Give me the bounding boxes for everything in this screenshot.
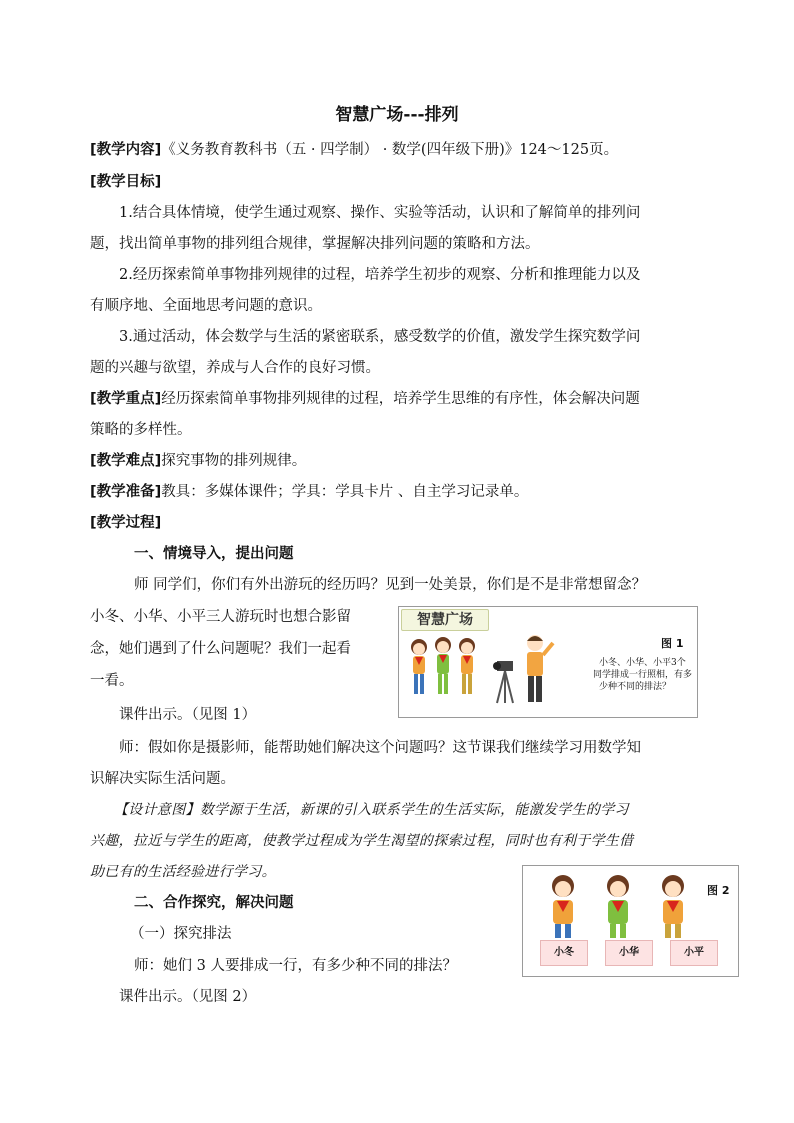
- paragraph-2-line-1: 小冬、小华、小平三人游玩时也想合影留: [90, 609, 351, 625]
- subsection-1: （一）探究排法: [130, 926, 232, 942]
- key-points-line-2: 策略的多样性。: [90, 422, 192, 438]
- figure-2-label: 图 2: [707, 884, 730, 897]
- figure-1-banner: 智慧广场: [401, 609, 489, 631]
- goal-line-4: 有顺序地、全面地思考问题的意识。: [90, 298, 322, 314]
- design-line-2: 兴趣，拉近与学生的距离，使教学过程成为学生渴望的探索过程，同时也有利于学生借: [90, 833, 634, 849]
- girl-2-illustration: [435, 637, 451, 694]
- paragraph-5: 师：她们 3 人要排成一行，有多少种不同的排法？: [134, 958, 457, 974]
- process-label: [教学过程]: [90, 515, 162, 531]
- camera-tripod-illustration: [493, 661, 513, 703]
- difficulty-label: [教学难点]: [90, 453, 162, 469]
- figure-1-bubble-line-3: 少种不同的排法？: [599, 682, 672, 692]
- girl-xiaodong-illustration: [552, 875, 574, 938]
- figure-2-illustration: [533, 872, 703, 938]
- figure-1-bubble-line-2: 同学排成一行照相，有多: [593, 670, 693, 680]
- goals-label: [教学目标]: [90, 174, 162, 190]
- name-tag-xiaohua: 小华: [605, 940, 653, 966]
- section-2-heading: 二、合作探究，解决问题: [134, 895, 294, 911]
- figure-2: [522, 865, 739, 977]
- design-line-3: 助已有的生活经验进行学习。: [90, 864, 276, 880]
- girl-xiaoping-illustration: [662, 875, 684, 938]
- section-1-heading: 一、情境导入，提出问题: [134, 546, 294, 562]
- girl-3-illustration: [459, 638, 475, 694]
- name-tag-xiaodong: 小冬: [540, 940, 588, 966]
- key-points-line: [90, 389, 640, 409]
- content-label: [教学内容]: [90, 142, 162, 158]
- preparation-line: [90, 482, 528, 502]
- paragraph-3: 课件出示。（见图 1）: [119, 707, 257, 723]
- difficulty-line: [90, 451, 306, 471]
- figure-1: [398, 606, 698, 718]
- content-text: 《义务教育教科书（五 · 四学制） · 数学(四年级下册)》124～125页。: [161, 142, 619, 158]
- figure-1-label: 图 1: [661, 637, 684, 650]
- paragraph-6: 课件出示。（见图 2）: [119, 989, 257, 1005]
- name-tag-xiaoping: 小平: [670, 940, 718, 966]
- goal-line-1: 1.结合具体情境，使学生通过观察、操作、实验等活动，认识和了解简单的排列问: [119, 205, 641, 221]
- goal-line-3: 2.经历探索简单事物排列规律的过程，培养学生初步的观察、分析和推理能力以及: [119, 267, 641, 283]
- content-line: [90, 140, 618, 160]
- girl-xiaohua-illustration: [607, 875, 629, 938]
- preparation-text: 教具：多媒体课件；学具：学具卡片 、自主学习记录单。: [161, 484, 529, 500]
- figure-1-bubble-line-1: 小冬、小华、小平3个: [599, 658, 686, 668]
- photographer-illustration: [527, 635, 553, 702]
- key-points-label: [教学重点]: [90, 391, 162, 407]
- paragraph-2-line-3: 一看。: [90, 673, 134, 689]
- girl-1-illustration: [411, 639, 427, 694]
- goal-line-6: 题的兴趣与欲望，养成与人合作的良好习惯。: [90, 360, 380, 376]
- paragraph-4-line-1: 师：假如你是摄影师，能帮助她们解决这个问题吗？这节课我们继续学习用数学知: [119, 740, 641, 756]
- preparation-label: [教学准备]: [90, 484, 162, 500]
- page-title: 智慧广场---排列: [335, 105, 459, 125]
- goal-line-2: 题，找出简单事物的排列组合规律，掌握解决排列问题的策略和方法。: [90, 236, 540, 252]
- difficulty-text: 探究事物的排列规律。: [161, 453, 307, 469]
- key-points-text: 经历探索简单事物排列规律的过程，培养学生思维的有序性，体会解决问题: [161, 391, 640, 407]
- paragraph-1: 师 同学们，你们有外出游玩的经历吗？见到一处美景，你们是不是非常想留念？: [134, 577, 647, 593]
- paragraph-4-line-2: 识解决实际生活问题。: [90, 771, 235, 787]
- figure-1-illustration: [405, 631, 605, 715]
- goal-line-5: 3.通过活动，体会数学与生活的紧密联系，感受数学的价值，激发学生探究数学问: [119, 329, 641, 345]
- design-line-1: 【设计意图】数学源于生活，新课的引入联系学生的生活实际，能激发学生的学习: [114, 802, 629, 818]
- paragraph-2-line-2: 念，她们遇到了什么问题呢？我们一起看: [90, 641, 351, 657]
